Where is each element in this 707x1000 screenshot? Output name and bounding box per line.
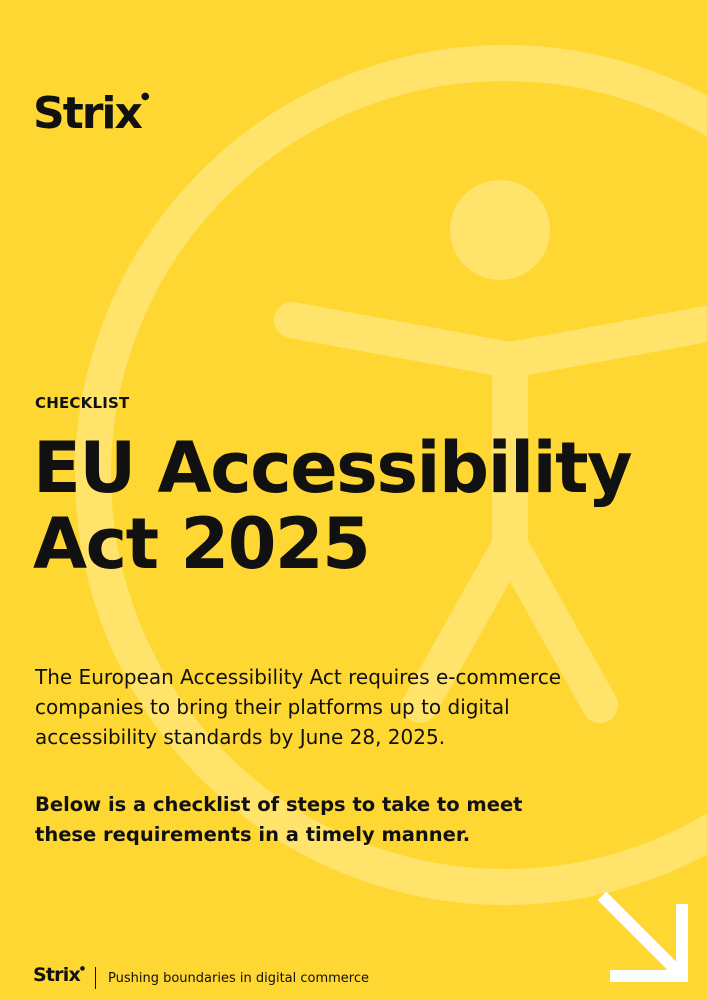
page-title-line-2: Act 2025 [33, 503, 370, 585]
brand-logo[interactable]: Strix● [33, 88, 150, 139]
document-label: CHECKLIST [35, 394, 130, 412]
checklist-callout-line-1: Below is a checklist of steps to take to meet [35, 793, 523, 816]
arrow-down-right-icon [596, 890, 690, 984]
checklist-callout-line-2: these requirements in a timely manner. [35, 823, 471, 846]
figure-head [450, 180, 550, 280]
footer-tagline: Pushing boundaries in digital commerce [108, 971, 370, 986]
footer-divider [95, 967, 96, 989]
footer-logo-text: Strix [33, 964, 80, 986]
intro-paragraph: The European Accessibility Act requires e-commerce companies to bring their platforms up to digital accessibility standards by June 28, 2025. [35, 665, 562, 749]
brand-logo-text: Strix [33, 88, 141, 139]
checklist-callout [35, 790, 555, 850]
page-title [33, 427, 693, 585]
page-title-line-1: EU Accessibility [33, 427, 632, 509]
footer-logo[interactable]: Strix● [33, 964, 85, 986]
